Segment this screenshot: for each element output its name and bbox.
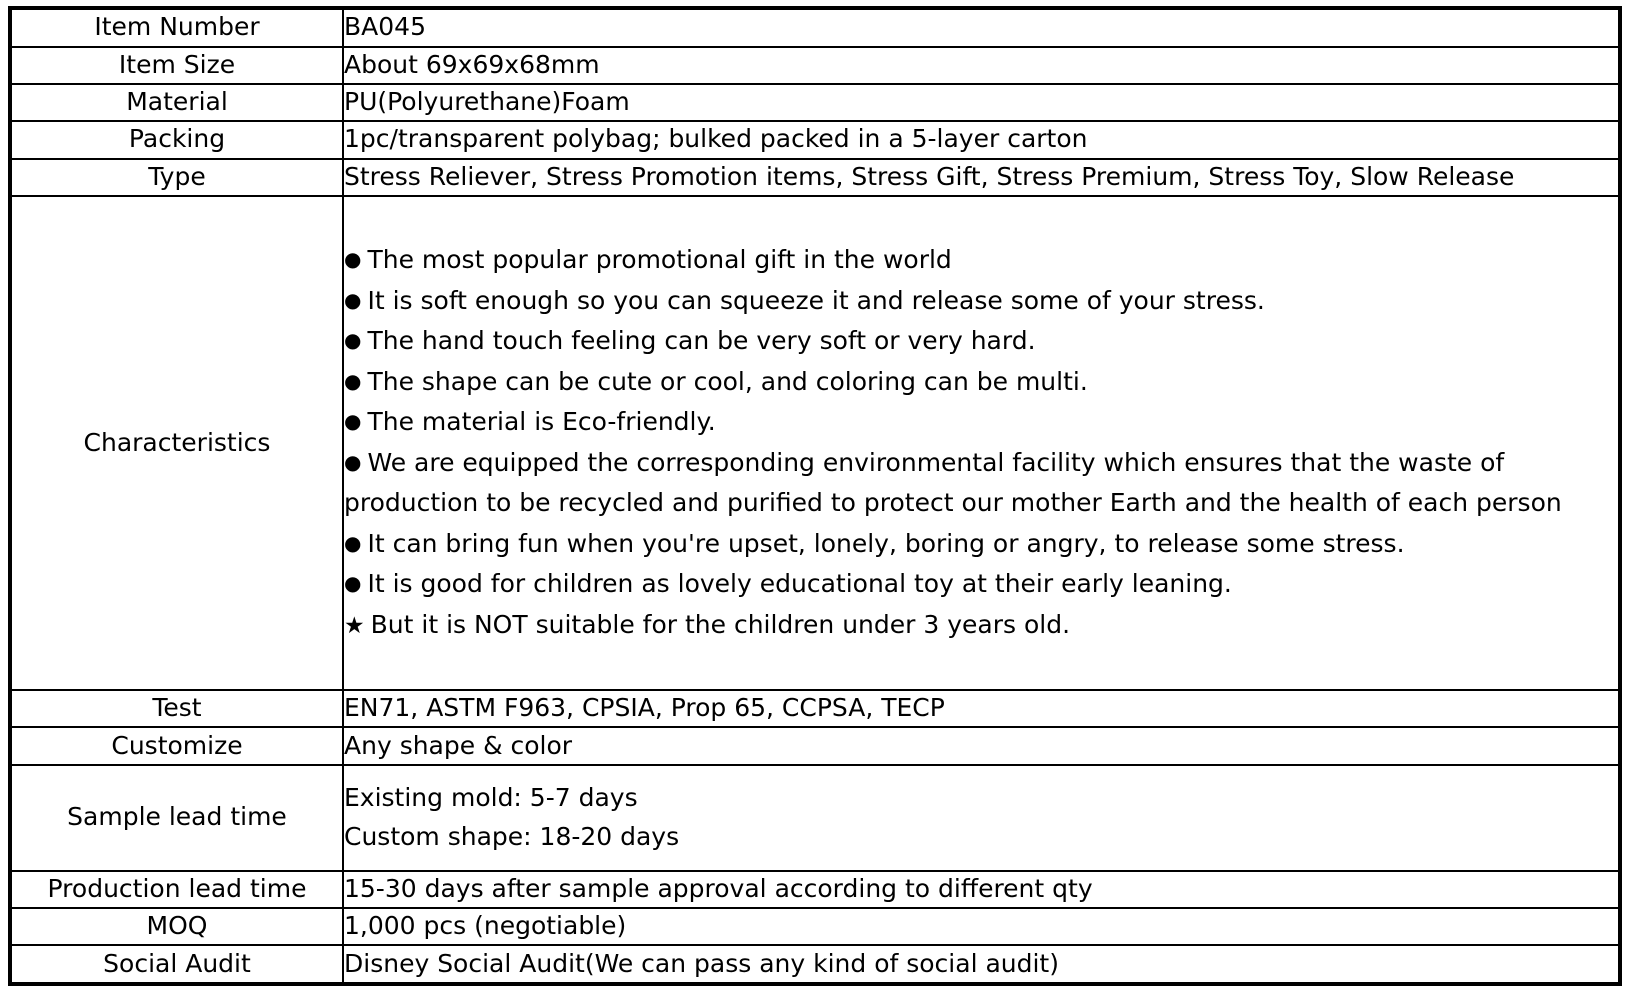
- list-item: [344, 443, 1618, 524]
- list-item-text: The most popular promotional gift in the world: [367, 245, 952, 275]
- table-row: [10, 945, 1620, 984]
- row-value-social-audit: Disney Social Audit(We can pass any kind of social audit): [343, 945, 1620, 984]
- row-label-sample-lead-time: Sample lead time: [10, 765, 343, 871]
- list-item: [344, 402, 1618, 443]
- list-item: [344, 321, 1618, 362]
- bullet-icon: ●: [344, 247, 362, 272]
- list-item-text: It can bring fun when you're upset, lonely, boring or angry, to release some stress.: [367, 528, 1405, 558]
- table-row: [10, 84, 1620, 121]
- bullet-icon: ●: [344, 530, 362, 555]
- characteristics-list: [344, 240, 1618, 645]
- product-spec-table: [8, 6, 1622, 986]
- row-label-social-audit: Social Audit: [10, 945, 343, 984]
- table-row: [10, 8, 1620, 47]
- row-value-item-size: About 69x69x68mm: [343, 47, 1620, 84]
- row-label-material: Material: [10, 84, 343, 121]
- list-item-text: It is soft enough so you can squeeze it and release some of your stress.: [367, 285, 1265, 315]
- row-value-moq: 1,000 pcs (negotiable): [343, 908, 1620, 945]
- table-row-characteristics: [10, 196, 1620, 690]
- bullet-icon: ●: [344, 368, 362, 393]
- row-label-customize: Customize: [10, 727, 343, 764]
- table-row: [10, 727, 1620, 764]
- bullet-icon: ●: [344, 287, 362, 312]
- list-item: [344, 240, 1618, 281]
- row-label-type: Type: [10, 159, 343, 196]
- row-value-packing: 1pc/transparent polybag; bulked packed in a 5-layer carton: [343, 121, 1620, 158]
- table-row: [10, 871, 1620, 908]
- table-row: [10, 121, 1620, 158]
- list-item: [344, 605, 1618, 646]
- row-value-customize: Any shape & color: [343, 727, 1620, 764]
- list-item-text: The shape can be cute or cool, and coloring can be multi.: [367, 366, 1088, 396]
- list-item: [344, 524, 1618, 565]
- table-row: [10, 159, 1620, 196]
- row-value-test: EN71, ASTM F963, CPSIA, Prop 65, CCPSA, TECP: [343, 690, 1620, 727]
- list-item: [344, 281, 1618, 322]
- row-value-sample-lead-time: [343, 765, 1620, 871]
- bullet-icon: ●: [344, 409, 362, 434]
- sample-lead-time-line-2: Custom shape: 18-20 days: [344, 821, 680, 851]
- row-value-material: PU(Polyurethane)Foam: [343, 84, 1620, 121]
- star-icon: ★: [344, 612, 365, 639]
- row-label-item-size: Item Size: [10, 47, 343, 84]
- sample-lead-time-line-1: Existing mold: 5-7 days: [344, 782, 638, 812]
- list-item-text: It is good for children as lovely educational toy at their early leaning.: [367, 569, 1232, 599]
- bullet-icon: ●: [344, 571, 362, 596]
- list-item-text: The hand touch feeling can be very soft or very hard.: [367, 326, 1036, 356]
- row-value-type: Stress Reliever, Stress Promotion items, Stress Gift, Stress Premium, Stress Toy, Slow Release: [343, 159, 1620, 196]
- list-item: [344, 564, 1618, 605]
- bullet-icon: ●: [344, 449, 362, 474]
- list-item-text: The material is Eco-friendly.: [367, 407, 716, 437]
- row-label-test: Test: [10, 690, 343, 727]
- table-row: [10, 47, 1620, 84]
- list-item-text: But it is NOT suitable for the children under 3 years old.: [370, 609, 1071, 639]
- table-row: [10, 908, 1620, 945]
- list-item-text: We are equipped the corresponding environmental facility which ensures that the waste of production to be recycled and purified to protect our mother Earth and the health of each person: [344, 447, 1562, 518]
- row-value-item-number: BA045: [343, 8, 1620, 47]
- row-label-production-lead-time: Production lead time: [10, 871, 343, 908]
- bullet-icon: ●: [344, 328, 362, 353]
- row-label-characteristics: Characteristics: [10, 196, 343, 690]
- list-item: [344, 362, 1618, 403]
- row-value-production-lead-time: 15-30 days after sample approval according to different qty: [343, 871, 1620, 908]
- row-value-characteristics: [343, 196, 1620, 690]
- row-label-moq: MOQ: [10, 908, 343, 945]
- table-row: [10, 690, 1620, 727]
- row-label-packing: Packing: [10, 121, 343, 158]
- table-row: [10, 765, 1620, 871]
- row-label-item-number: Item Number: [10, 8, 343, 47]
